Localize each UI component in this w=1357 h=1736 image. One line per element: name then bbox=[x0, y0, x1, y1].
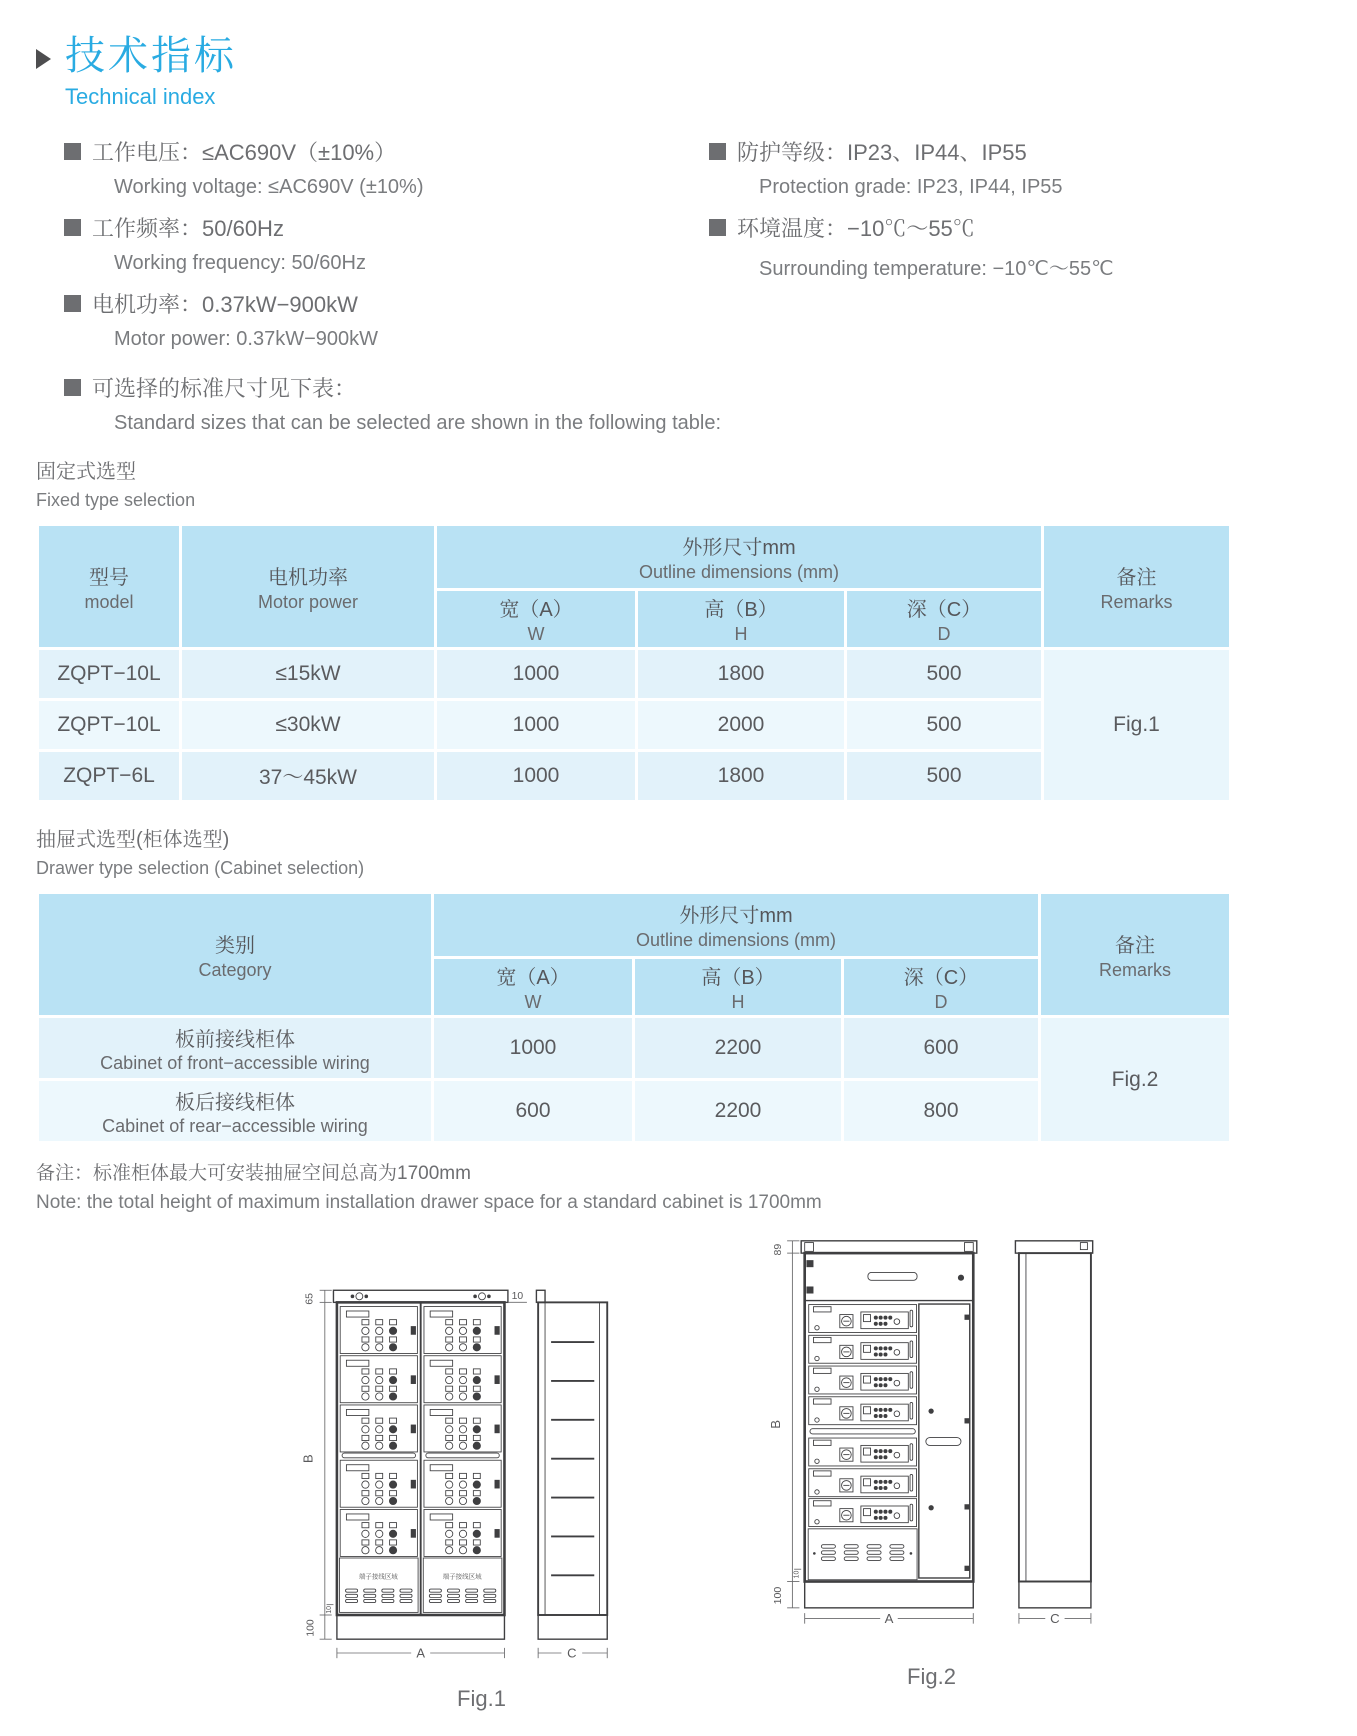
divider-bar bbox=[425, 1453, 498, 1458]
drawer-table-title bbox=[36, 823, 1317, 879]
plinth bbox=[538, 1615, 607, 1639]
fig1-caption: Fig.1 bbox=[457, 1685, 506, 1711]
spec-list bbox=[36, 136, 1317, 364]
note-en: Note: the total height of maximum installation drawer space for a standard cabinet is 1700mm bbox=[36, 1192, 822, 1213]
cell-remark: Fig.1 bbox=[1044, 650, 1229, 800]
fig2-dimensions-left bbox=[768, 1241, 801, 1608]
th-h-cn: 高（B） bbox=[704, 599, 778, 621]
th-w-en: W bbox=[527, 624, 545, 644]
table-intro bbox=[36, 372, 1317, 435]
th-w-cn: 宽（A） bbox=[496, 967, 570, 989]
drawer-unit bbox=[808, 1469, 916, 1497]
shelf-lines bbox=[551, 1342, 594, 1575]
bottom-vent-area bbox=[808, 1529, 917, 1580]
th-category-cn: 类别 bbox=[215, 934, 255, 957]
spec-item bbox=[709, 136, 1317, 199]
cell-model: ZQPT−10L bbox=[39, 701, 179, 749]
bullet-square-icon bbox=[709, 219, 726, 236]
spec-item bbox=[64, 212, 709, 275]
page-subtitle: Technical index bbox=[65, 84, 216, 109]
drawer-unit bbox=[423, 1460, 500, 1507]
terminal-area-left bbox=[339, 1558, 418, 1612]
terminal-area-right bbox=[423, 1558, 502, 1612]
drawer-unit bbox=[423, 1307, 500, 1354]
th-category bbox=[39, 894, 431, 1015]
fig2-caption: Fig.2 bbox=[907, 1664, 956, 1690]
bullet-square-icon bbox=[64, 295, 81, 312]
th-h-cn: 高（B） bbox=[701, 967, 775, 989]
table-header-row bbox=[39, 526, 1229, 588]
spec-text-en: Working voltage: ≤AC690V (±10%) bbox=[114, 176, 424, 198]
drawer-unit bbox=[423, 1356, 500, 1403]
drawer-unit bbox=[423, 1405, 500, 1452]
th-power-cn: 电机功率 bbox=[268, 566, 348, 589]
spec-text-cn: 工作电压：≤AC690V（±10%） bbox=[92, 140, 397, 165]
fig1-dim-depth-label: C bbox=[566, 1645, 576, 1661]
th-height bbox=[638, 591, 844, 647]
cell-width: 600 bbox=[434, 1081, 632, 1141]
th-w-cn: 宽（A） bbox=[499, 599, 573, 621]
spec-line-cn bbox=[64, 372, 1317, 403]
cell-power: ≤15kW bbox=[182, 650, 434, 698]
table-header-row bbox=[39, 894, 1229, 956]
top-panel bbox=[804, 1260, 973, 1300]
drawer-unit bbox=[808, 1305, 916, 1333]
th-remarks bbox=[1041, 894, 1229, 1015]
spec-line-cn bbox=[709, 136, 1317, 167]
th-remarks-en: Remarks bbox=[1099, 959, 1172, 980]
table-row bbox=[39, 1018, 1229, 1078]
fig2-front-view bbox=[801, 1241, 977, 1626]
spec-text-cn: 工作频率：50/60Hz bbox=[92, 216, 284, 241]
drawer-unit bbox=[808, 1438, 916, 1466]
th-model-cn: 型号 bbox=[89, 566, 129, 589]
th-height bbox=[635, 959, 841, 1015]
plinth bbox=[804, 1582, 973, 1608]
cell-depth: 500 bbox=[847, 650, 1041, 698]
figure-1 bbox=[292, 1273, 672, 1712]
spec-text-en: Motor power: 0.37kW−900kW bbox=[114, 328, 378, 350]
spec-text-cn: 电机功率：0.37kW−900kW bbox=[92, 292, 358, 317]
fig2-dim-height-label: B bbox=[767, 1419, 783, 1429]
cell-width: 1000 bbox=[437, 752, 635, 800]
cell-height: 2200 bbox=[635, 1081, 841, 1141]
cell-depth: 600 bbox=[844, 1018, 1038, 1078]
th-w-en: W bbox=[524, 992, 542, 1012]
spec-item bbox=[64, 288, 709, 351]
cell-height: 2200 bbox=[635, 1018, 841, 1078]
fig2-dim-width-label: A bbox=[884, 1610, 893, 1626]
cell-category-cn: 板后接线柜体 bbox=[175, 1091, 295, 1114]
bullet-square-icon bbox=[709, 143, 726, 160]
spec-text-en: Working frequency: 50/60Hz bbox=[114, 252, 366, 274]
fig2-dim-top-label: 89 bbox=[771, 1243, 784, 1256]
th-d-en: D bbox=[937, 624, 951, 644]
drawer-unit bbox=[808, 1499, 916, 1527]
th-category-en: Category bbox=[198, 959, 272, 980]
th-d-en: D bbox=[934, 992, 948, 1012]
th-dims-en: Outline dimensions (mm) bbox=[638, 562, 840, 582]
cell-power: 37～45kW bbox=[182, 752, 434, 800]
cell-depth: 800 bbox=[844, 1081, 1038, 1141]
spec-column-right bbox=[709, 136, 1317, 364]
th-motor-power bbox=[182, 526, 434, 647]
section-title-en: Fixed type selection bbox=[36, 490, 196, 510]
fig1-dim-small-label: 10 bbox=[325, 1605, 333, 1614]
vent-slots bbox=[821, 1545, 904, 1561]
vent-slots bbox=[429, 1589, 495, 1602]
drawer-unit bbox=[808, 1397, 916, 1425]
intro-text-en: Standard sizes that can be selected are shown in the following table: bbox=[114, 412, 722, 434]
vent-slots bbox=[345, 1589, 411, 1602]
fig1-side-view bbox=[536, 1290, 607, 1660]
section-title-cn: 固定式选型 bbox=[36, 461, 136, 483]
th-width bbox=[437, 591, 635, 647]
intro-text-cn: 可选择的标准尺寸见下表： bbox=[92, 376, 357, 401]
figure-2 bbox=[752, 1218, 1112, 1690]
plinth bbox=[336, 1615, 504, 1639]
terminal-area-label: 端子接线区域 bbox=[358, 1573, 398, 1581]
bullet-square-icon bbox=[64, 143, 81, 160]
table-row bbox=[39, 650, 1229, 698]
page-title: 技术指标 bbox=[65, 34, 237, 78]
plinth bbox=[1018, 1582, 1090, 1608]
cell-power: ≤30kW bbox=[182, 701, 434, 749]
cell-category-en: Cabinet of front−accessible wiring bbox=[100, 1052, 370, 1073]
title-block bbox=[65, 34, 237, 110]
th-depth bbox=[847, 591, 1041, 647]
divider-bar bbox=[809, 1429, 914, 1434]
th-dims-en: Outline dimensions (mm) bbox=[635, 930, 837, 950]
th-remarks-cn: 备注 bbox=[1115, 934, 1156, 957]
drawer-unit bbox=[340, 1405, 417, 1452]
fig2-side-view bbox=[1015, 1241, 1092, 1626]
cell-width: 1000 bbox=[437, 650, 635, 698]
th-remarks-en: Remarks bbox=[1100, 591, 1173, 612]
drawer-unit bbox=[808, 1366, 916, 1394]
note-block bbox=[36, 1158, 1317, 1214]
cell-height: 1800 bbox=[638, 752, 844, 800]
fig1-drawing bbox=[292, 1273, 672, 1679]
spec-text-cn: 环境温度：−10℃～55℃ bbox=[737, 216, 975, 241]
spec-line-cn bbox=[64, 212, 709, 243]
fig1-dim-height-label: B bbox=[300, 1454, 316, 1464]
th-outline-dimensions bbox=[434, 894, 1038, 956]
th-model-en: model bbox=[84, 591, 134, 612]
spec-line-cn bbox=[64, 288, 709, 319]
door-handle bbox=[925, 1438, 960, 1446]
cell-width: 1000 bbox=[437, 701, 635, 749]
spec-line-cn bbox=[64, 136, 709, 167]
cell-depth: 500 bbox=[847, 701, 1041, 749]
fixed-type-table bbox=[36, 523, 1232, 803]
note-cn: 备注：标准柜体最大可安装抽屉空间总高为1700mm bbox=[36, 1163, 471, 1184]
cell-model: ZQPT−10L bbox=[39, 650, 179, 698]
th-outline-dimensions bbox=[437, 526, 1041, 588]
section-title-cn: 抽屉式选型(柜体选型) bbox=[36, 829, 230, 851]
th-dims-cn: 外形尺寸mm bbox=[682, 537, 796, 559]
th-d-cn: 深（C） bbox=[906, 599, 982, 621]
drawer-unit bbox=[423, 1509, 500, 1556]
fig1-dimensions-left bbox=[300, 1290, 333, 1639]
bullet-square-icon bbox=[64, 379, 81, 396]
cell-remark: Fig.2 bbox=[1041, 1018, 1229, 1141]
cell-width: 1000 bbox=[434, 1018, 632, 1078]
drawer-unit bbox=[340, 1307, 417, 1354]
th-d-cn: 深（C） bbox=[903, 967, 979, 989]
cell-depth: 500 bbox=[847, 752, 1041, 800]
drawer-type-table bbox=[36, 891, 1232, 1144]
cell-model: ZQPT−6L bbox=[39, 752, 179, 800]
bullet-square-icon bbox=[64, 219, 81, 236]
spec-text-en: Surrounding temperature: −10℃～55℃ bbox=[759, 258, 1114, 280]
fixed-table-title bbox=[36, 455, 1317, 511]
drawer-unit bbox=[340, 1356, 417, 1403]
page-header bbox=[36, 34, 1317, 110]
cell-category-en: Cabinet of rear−accessible wiring bbox=[102, 1115, 368, 1136]
fig2-dim-base-label: 100 bbox=[771, 1586, 784, 1605]
spec-line-cn bbox=[709, 212, 1317, 243]
spec-item bbox=[709, 212, 1317, 281]
fig2-dim-depth-label: C bbox=[1049, 1610, 1060, 1626]
th-model bbox=[39, 526, 179, 647]
th-h-en: H bbox=[731, 992, 745, 1012]
fig1-dim-top-label: 65 bbox=[304, 1293, 316, 1305]
th-h-en: H bbox=[734, 624, 748, 644]
cell-height: 2000 bbox=[638, 701, 844, 749]
fig1-dim-width-label: A bbox=[415, 1645, 425, 1661]
figures bbox=[61, 1218, 1342, 1712]
drawer-unit bbox=[340, 1509, 417, 1556]
arrow-right-icon bbox=[36, 49, 51, 69]
fig1-front-view bbox=[333, 1290, 526, 1660]
cell-category-cn: 板前接线柜体 bbox=[175, 1028, 295, 1051]
terminal-area-label: 端子接线区域 bbox=[442, 1573, 482, 1581]
cell-category bbox=[39, 1081, 431, 1141]
th-power-en: Motor power bbox=[257, 591, 359, 612]
spec-text-en: Protection grade: IP23, IP44, IP55 bbox=[759, 176, 1063, 198]
th-depth bbox=[844, 959, 1038, 1015]
cabinet-door bbox=[918, 1304, 969, 1578]
spec-item bbox=[64, 136, 709, 199]
fig2-drawing bbox=[752, 1218, 1112, 1657]
cell-height: 1800 bbox=[638, 650, 844, 698]
drawer-unit bbox=[340, 1460, 417, 1507]
cap-fasteners bbox=[351, 1293, 490, 1300]
th-dims-cn: 外形尺寸mm bbox=[679, 905, 793, 927]
th-remarks bbox=[1044, 526, 1229, 647]
section-title-en: Drawer type selection (Cabinet selection) bbox=[36, 858, 365, 878]
drawer-unit bbox=[808, 1335, 916, 1363]
spec-column-left bbox=[64, 136, 709, 364]
fig2-dim-small-label: 10 bbox=[793, 1570, 801, 1579]
th-width bbox=[434, 959, 632, 1015]
divider-bar bbox=[342, 1453, 415, 1458]
cell-category bbox=[39, 1018, 431, 1078]
fig1-dim-base-label: 100 bbox=[305, 1619, 317, 1637]
fig1-dim-top-right-label: 10 bbox=[511, 1290, 523, 1302]
spec-text-cn: 防护等级：IP23、IP44、IP55 bbox=[737, 140, 1027, 165]
th-remarks-cn: 备注 bbox=[1116, 566, 1157, 589]
